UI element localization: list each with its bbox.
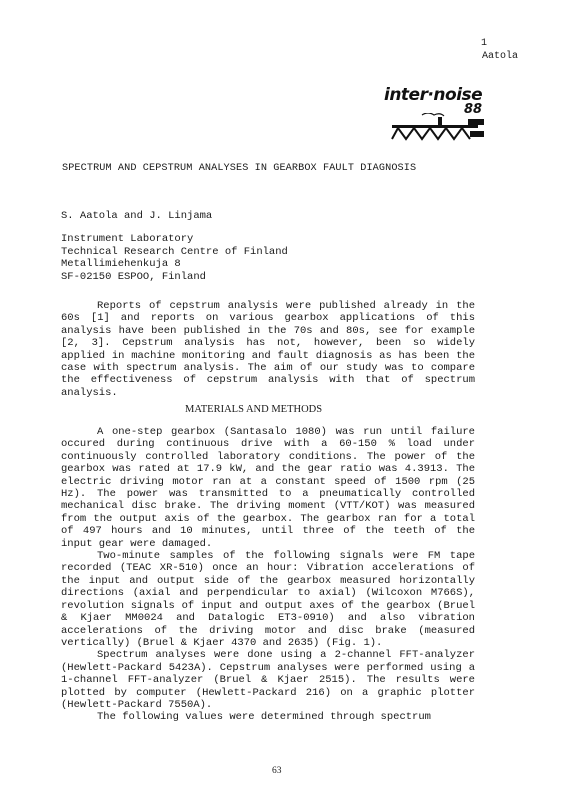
methods-paragraph: The following values were determined through spectrum bbox=[97, 711, 431, 724]
page-number-footer: 63 bbox=[272, 766, 282, 776]
conference-logo bbox=[378, 85, 486, 143]
affiliation-line: SF-02150 ESPOO, Finland bbox=[61, 270, 206, 283]
page-number-top: 1 bbox=[481, 38, 488, 49]
affiliation-line: Metallimiehenkuja 8 bbox=[61, 258, 181, 270]
methods-paragraph: Spectrum analyses were done using a 2-channel FFT-analyzer (Hewlett-Packard 5423A). Cepstrum analyses were performed using a 1-channel FFT-analyzer (Bruel & Kjaer 2515). The results were plotted by computer (Hewlett-Packard 216) on a graphic plotter (Hewlett-Packard 7550A). bbox=[61, 649, 475, 711]
affiliation-block bbox=[61, 233, 288, 283]
logo-year: 88 bbox=[464, 102, 483, 117]
affiliation-line: Instrument Laboratory bbox=[61, 233, 194, 245]
section-heading-methods: MATERIALS AND METHODS bbox=[185, 404, 323, 415]
affiliation-line: Technical Research Centre of Finland bbox=[61, 245, 288, 258]
introduction-section bbox=[61, 300, 475, 399]
methods-paragraph: A one-step gearbox (Santasalo 1080) was run until failure occured during continuous drive with a 60-150 % load under continuously controlled laboratory conditions. The power of the gearbox was rated at 17.9 kW, and the gear ratio was 4.3913. The electric driving motor ran at a constant speed of 1500 rpm (25 Hz). The power was transmitted to a pneumatically controlled mechanical disc brake. The driving moment (VTT/KOT) was measured from the output axis of the gearbox. The gearbox ran for a total of 497 hours and 10 minutes, until three of the teeth of the input gear were damaged. bbox=[61, 426, 475, 550]
bridge-logo-icon bbox=[378, 113, 486, 141]
methods-section bbox=[61, 426, 475, 724]
running-author: Aatola bbox=[482, 51, 519, 62]
logo-wordmark: inter·noise bbox=[384, 85, 483, 105]
intro-paragraph: Reports of cepstrum analysis were published already in the 60s [1] and reports on various gearbox applications of this analysis have been published in the 70s and 80s, see for example [2, 3]. Cepstrum analysis has not, however, been so widely applied in machine monitoring and fault diagnosis as has been the case with spectrum analysis. The aim of our study was to compare the effectiveness of cepstrum analysis with that of spectrum analysis. bbox=[61, 300, 475, 399]
paper-title: SPECTRUM AND CEPSTRUM ANALYSES IN GEARBOX FAULT DIAGNOSIS bbox=[62, 163, 417, 174]
methods-paragraph: Two-minute samples of the following signals were FM tape recorded (TEAC XR-510) once an hour: Vibration accelerations of the input and output side of the gearbox measured horizontally directions (axial and perpendicular to axial) (Wilcoxon M766S), revolution signals of input and output axes of the gearbox (Bruel & Kjaer MM0024 and Datalogic ET3-0910) and also vibration accelerations of the driving motor and disc brake (measured vertically) (Bruel & Kjaer 4370 and 2635) (Fig. 1). bbox=[61, 550, 475, 649]
paper-authors: S. Aatola and J. Linjama bbox=[61, 210, 213, 222]
